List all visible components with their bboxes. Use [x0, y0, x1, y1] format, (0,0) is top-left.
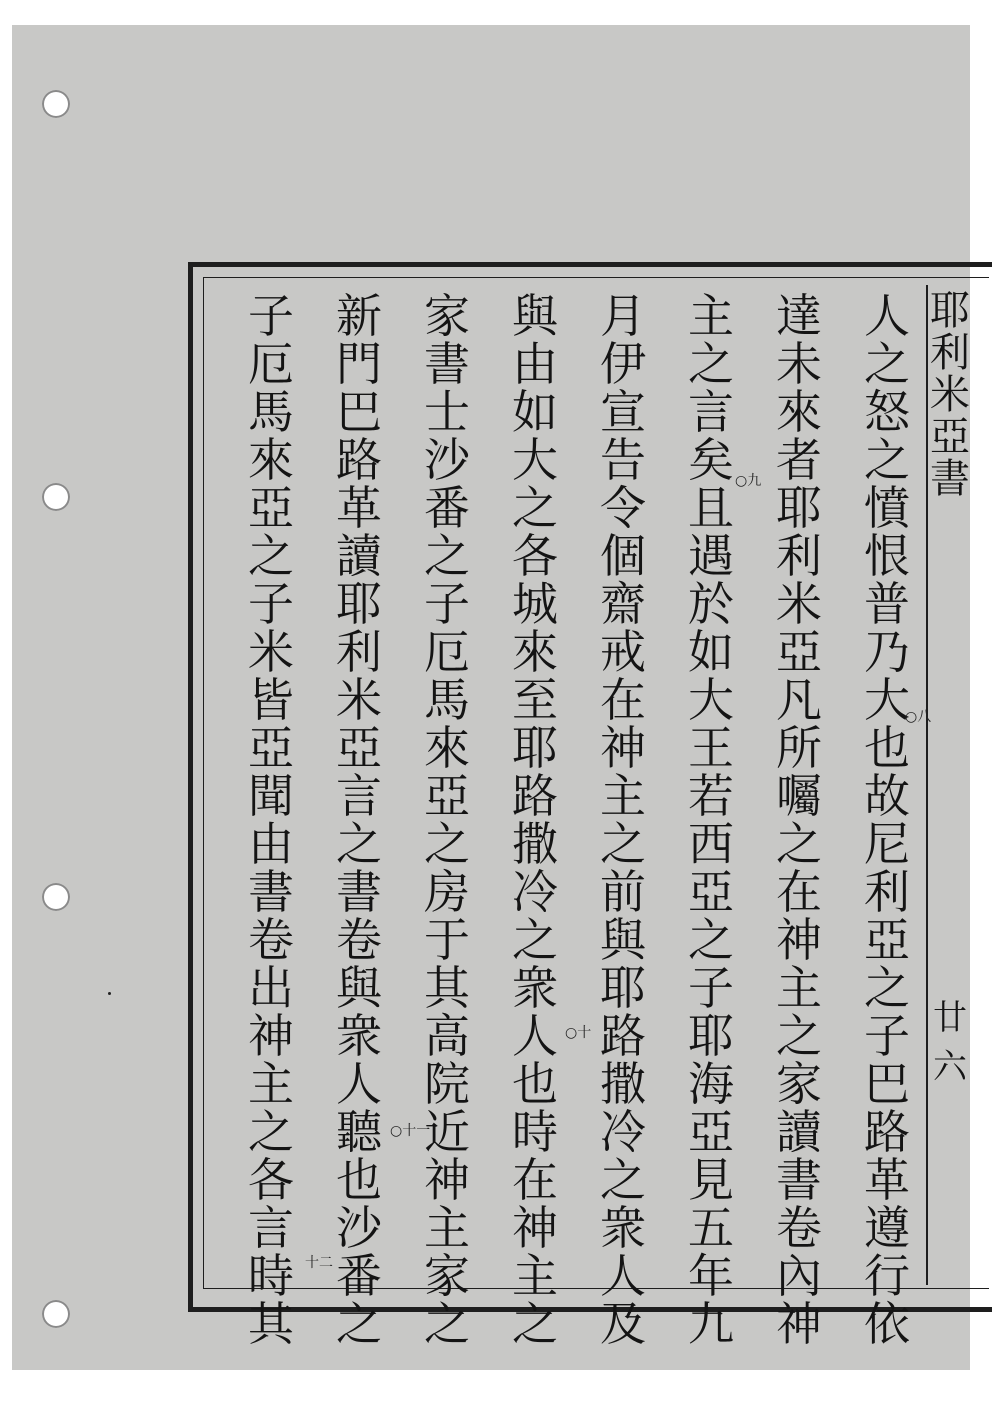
text-character: 主	[424, 1201, 470, 1255]
text-character: 時	[512, 1105, 558, 1159]
text-character: 普	[864, 577, 910, 631]
text-character: 之	[512, 481, 558, 535]
text-character: 撒	[512, 817, 558, 871]
text-character: 西	[688, 817, 734, 871]
text-character: 于	[424, 913, 470, 967]
text-character: 巴	[864, 1057, 910, 1111]
text-character: 乃	[864, 625, 910, 679]
text-character: 故	[864, 769, 910, 823]
text-character: 九	[688, 1297, 734, 1351]
text-character: 亞	[864, 913, 910, 967]
text-character: 亞	[776, 625, 822, 679]
text-character: 皆	[248, 673, 294, 727]
text-column	[680, 289, 742, 1351]
text-character: 來	[776, 385, 822, 439]
text-character: 與	[512, 289, 558, 343]
text-character: 恨	[864, 529, 910, 583]
text-character: 來	[424, 721, 470, 775]
text-character: 在	[776, 865, 822, 919]
binder-hole	[42, 90, 70, 118]
text-character: 新	[336, 289, 382, 343]
text-character: 月	[600, 289, 646, 343]
text-character: 之	[776, 817, 822, 871]
text-character: 大	[688, 673, 734, 727]
text-character: 之	[336, 1297, 382, 1351]
running-title-char: 利	[930, 330, 970, 376]
text-character: 出	[248, 961, 294, 1015]
text-character: 矣	[688, 433, 734, 487]
text-character: 主	[776, 961, 822, 1015]
text-character: 其	[248, 1297, 294, 1351]
text-character: 馬	[248, 385, 294, 439]
text-character: 人	[864, 289, 910, 343]
text-character: 耶	[336, 577, 382, 631]
text-character: 怒	[864, 385, 910, 439]
text-character: 厄	[424, 625, 470, 679]
text-character: 之	[688, 913, 734, 967]
text-character: 衆	[600, 1201, 646, 1255]
text-character: 亞	[688, 1105, 734, 1159]
text-character: 家	[424, 289, 470, 343]
text-character: 告	[600, 433, 646, 487]
text-character: 尼	[864, 817, 910, 871]
text-character: 子	[688, 961, 734, 1015]
text-character: 耶	[512, 721, 558, 775]
text-character: 之	[864, 337, 910, 391]
text-character: 利	[864, 865, 910, 919]
text-character: 之	[424, 817, 470, 871]
text-character: 米	[776, 577, 822, 631]
text-character: 讀	[776, 1105, 822, 1159]
text-character: 戒	[600, 625, 646, 679]
text-column	[240, 289, 302, 1351]
text-character: 所	[776, 721, 822, 775]
text-character: 大	[512, 433, 558, 487]
text-character: 依	[864, 1297, 910, 1351]
text-column	[504, 289, 566, 1351]
text-character: 卷	[776, 1201, 822, 1255]
text-character: 神	[776, 913, 822, 967]
text-character: 年	[688, 1249, 734, 1303]
text-character: 門	[336, 337, 382, 391]
binder-hole	[42, 883, 70, 911]
text-character: 之	[512, 1297, 558, 1351]
text-character: 伊	[600, 337, 646, 391]
running-title	[932, 290, 968, 500]
text-character: 者	[776, 433, 822, 487]
text-character: 之	[512, 913, 558, 967]
text-character: 沙	[336, 1201, 382, 1255]
text-character: 米	[248, 625, 294, 679]
text-character: 近	[424, 1105, 470, 1159]
text-character: 主	[512, 1249, 558, 1303]
text-character: 子	[424, 577, 470, 631]
text-character: 巴	[336, 385, 382, 439]
verse-note-12: 十二	[305, 1255, 333, 1271]
verse-note-10: ○十	[565, 1025, 592, 1041]
text-character: 在	[512, 1153, 558, 1207]
text-character: 見	[688, 1153, 734, 1207]
text-character: 高	[424, 1009, 470, 1063]
text-character: 與	[600, 913, 646, 967]
text-character: 內	[776, 1249, 822, 1303]
text-character: 其	[424, 961, 470, 1015]
text-character: 憤	[864, 481, 910, 535]
text-character: 如	[688, 625, 734, 679]
text-column	[592, 289, 654, 1351]
text-character: 馬	[424, 673, 470, 727]
text-character: 子	[864, 1009, 910, 1063]
text-character: 聞	[248, 769, 294, 823]
text-character: 番	[424, 481, 470, 535]
text-character: 至	[512, 673, 558, 727]
text-character: 冷	[600, 1105, 646, 1159]
text-character: 行	[864, 1249, 910, 1303]
text-character: 在	[600, 673, 646, 727]
verse-note-11: ○十一	[390, 1123, 431, 1139]
text-character: 路	[336, 433, 382, 487]
text-character: 士	[424, 385, 470, 439]
text-character: 耶	[776, 481, 822, 535]
binder-hole	[42, 483, 70, 511]
text-character: 沙	[424, 433, 470, 487]
text-character: 神	[776, 1297, 822, 1351]
text-character: 子	[248, 577, 294, 631]
scan-speck	[108, 992, 111, 995]
text-character: 家	[776, 1057, 822, 1111]
text-character: 囑	[776, 769, 822, 823]
text-character: 神	[248, 1009, 294, 1063]
text-character: 言	[248, 1201, 294, 1255]
text-character: 神	[512, 1201, 558, 1255]
text-character: 且	[688, 481, 734, 535]
text-character: 之	[248, 529, 294, 583]
text-column	[328, 289, 390, 1351]
text-character: 神	[600, 721, 646, 775]
text-character: 令	[600, 481, 646, 535]
text-character: 言	[688, 385, 734, 439]
text-character: 於	[688, 577, 734, 631]
verse-note-9: ○九	[735, 473, 762, 489]
text-character: 書	[248, 865, 294, 919]
text-character: 如	[512, 385, 558, 439]
text-character: 遇	[688, 529, 734, 583]
text-character: 前	[600, 865, 646, 919]
text-character: 之	[424, 1297, 470, 1351]
text-character: 衆	[512, 961, 558, 1015]
text-character: 耶	[600, 961, 646, 1015]
text-character: 達	[776, 289, 822, 343]
text-character: 人	[336, 1057, 382, 1111]
text-character: 讀	[336, 529, 382, 583]
text-character: 遵	[864, 1201, 910, 1255]
text-character: 耶	[688, 1009, 734, 1063]
text-column	[856, 289, 918, 1351]
running-title-char: 書	[930, 456, 970, 502]
text-character: 亞	[248, 721, 294, 775]
text-character: 海	[688, 1057, 734, 1111]
text-character: 利	[336, 625, 382, 679]
text-character: 也	[512, 1057, 558, 1111]
text-character: 齋	[600, 577, 646, 631]
verse-note-8: ○八	[905, 709, 932, 725]
folio-number: 廿六	[933, 998, 967, 1087]
text-character: 家	[424, 1249, 470, 1303]
text-character: 革	[864, 1153, 910, 1207]
text-character: 亞	[336, 721, 382, 775]
text-character: 利	[776, 529, 822, 583]
text-character: 宣	[600, 385, 646, 439]
text-character: 之	[864, 433, 910, 487]
text-character: 之	[248, 1105, 294, 1159]
text-character: 也	[864, 721, 910, 775]
text-character: 亞	[688, 865, 734, 919]
text-character: 之	[688, 337, 734, 391]
text-character: 卷	[336, 913, 382, 967]
text-character: 書	[776, 1153, 822, 1207]
text-character: 未	[776, 337, 822, 391]
running-title-char: 耶	[930, 288, 970, 334]
text-character: 也	[336, 1153, 382, 1207]
text-character: 厄	[248, 337, 294, 391]
text-character: 之	[336, 817, 382, 871]
text-character: 之	[424, 529, 470, 583]
text-character: 之	[600, 817, 646, 871]
text-character: 書	[336, 865, 382, 919]
text-character: 院	[424, 1057, 470, 1111]
text-character: 書	[424, 337, 470, 391]
text-character: 若	[688, 769, 734, 823]
text-character: 番	[336, 1249, 382, 1303]
text-character: 個	[600, 529, 646, 583]
text-character: 之	[864, 961, 910, 1015]
text-character: 撒	[600, 1057, 646, 1111]
text-character: 主	[600, 769, 646, 823]
text-character: 聽	[336, 1105, 382, 1159]
text-character: 與	[336, 961, 382, 1015]
text-character: 米	[336, 673, 382, 727]
text-character: 革	[336, 481, 382, 535]
text-character: 主	[248, 1057, 294, 1111]
text-character: 亞	[424, 769, 470, 823]
text-character: 及	[600, 1297, 646, 1351]
text-character: 人	[512, 1009, 558, 1063]
text-character: 之	[776, 1009, 822, 1063]
running-title-char: 亞	[930, 414, 970, 460]
text-character: 由	[248, 817, 294, 871]
text-character: 由	[512, 337, 558, 391]
text-character: 神	[424, 1153, 470, 1207]
running-title-char: 米	[930, 372, 970, 418]
text-character: 之	[600, 1153, 646, 1207]
text-character: 路	[864, 1105, 910, 1159]
text-character: 路	[600, 1009, 646, 1063]
text-character: 各	[248, 1153, 294, 1207]
text-character: 言	[336, 769, 382, 823]
text-character: 人	[600, 1249, 646, 1303]
text-character: 路	[512, 769, 558, 823]
text-character: 凡	[776, 673, 822, 727]
text-character: 冷	[512, 865, 558, 919]
text-character: 子	[248, 289, 294, 343]
binder-hole	[42, 1300, 70, 1328]
text-character: 主	[688, 289, 734, 343]
text-character: 王	[688, 721, 734, 775]
text-character: 各	[512, 529, 558, 583]
text-character: 亞	[248, 481, 294, 535]
text-character: 房	[424, 865, 470, 919]
text-column	[768, 289, 830, 1351]
text-character: 大	[864, 673, 910, 727]
text-character: 來	[248, 433, 294, 487]
text-character: 卷	[248, 913, 294, 967]
text-character: 五	[688, 1201, 734, 1255]
text-character: 來	[512, 625, 558, 679]
text-character: 城	[512, 577, 558, 631]
text-column	[416, 289, 478, 1351]
text-character: 時	[248, 1249, 294, 1303]
text-character: 衆	[336, 1009, 382, 1063]
